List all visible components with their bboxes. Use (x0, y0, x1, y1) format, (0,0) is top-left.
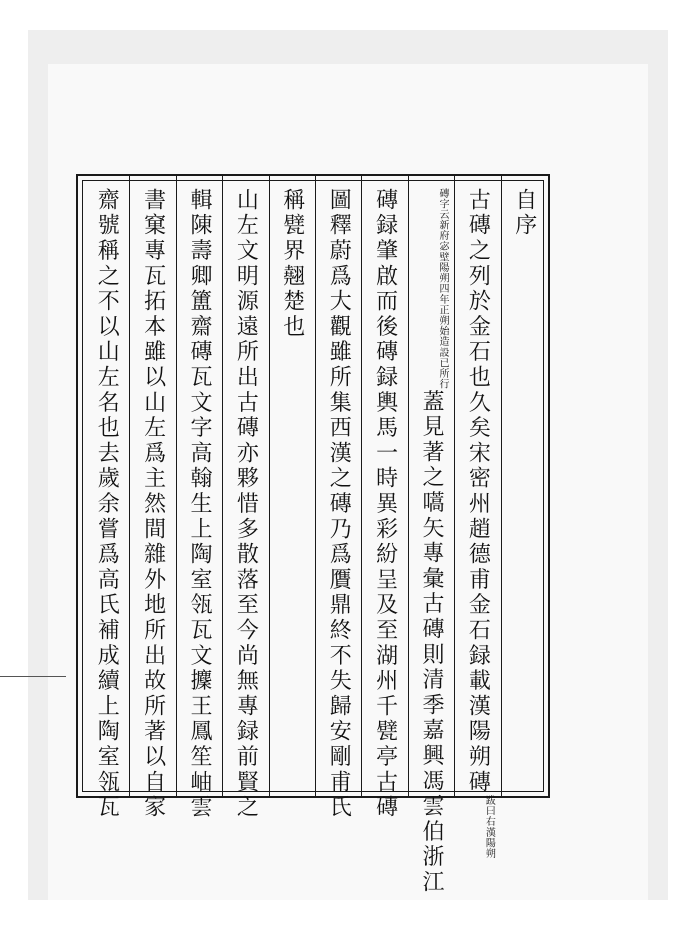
text-column-5 (275, 188, 309, 788)
text-column-7 (182, 188, 216, 821)
text-column-6 (228, 188, 262, 821)
text-column-1 (460, 188, 495, 859)
column-rule (269, 176, 270, 796)
column-text: 齋號稱之不以山左名也去歲余嘗爲高氏補成續上陶室瓴瓦 (94, 188, 120, 821)
column-text: 稱甓界翹楚也 (279, 188, 305, 340)
column-rule (408, 176, 409, 796)
text-column-8 (136, 188, 170, 821)
margin-mark (0, 676, 66, 677)
column-text: 圖釋蔚爲大觀雖所集西漢之磚乃爲贋鼎終不失歸安剛甫氏 (326, 188, 352, 821)
column-text: 輯陳壽卿簠齋磚瓦文字高翰生上陶室瓴瓦文攈王鳳笙岫雲 (187, 188, 212, 821)
column-text: 蓋見著之嚆矢專彙古磚則清季嘉興馮雲伯浙江 (419, 389, 444, 896)
annotation: 磚字云新府宓壁陽朔四年正朔始造設已所行 (437, 188, 448, 390)
column-rule (501, 176, 502, 796)
column-rule (454, 176, 455, 796)
column-rule (129, 176, 130, 796)
column-text: 書窠專瓦拓本雖以山左爲主然間雜外地所出故所著以自家 (140, 188, 166, 821)
column-rule (176, 176, 177, 796)
column-text: 磚録肇啟而後磚録輿馬一時異彩紛呈及至湖州千甓亭古磚 (372, 188, 398, 821)
column-rule (222, 176, 223, 796)
column-text: 古磚之列於金石也久矣宋密州趙德甫金石録載漢陽朔磚 (465, 188, 491, 796)
text-column-3 (368, 188, 402, 821)
text-column-4 (321, 188, 355, 821)
preface-title: 自序 (511, 188, 537, 238)
text-column-9 (89, 188, 123, 821)
column-rule (361, 176, 362, 796)
annotation: 跋曰右漢陽朔 (483, 795, 495, 859)
column-rule (315, 176, 316, 796)
text-column-2 (414, 188, 448, 896)
text-frame (76, 174, 550, 896)
column-text: 山左文明源遠所出古磚亦夥惜多散落至今尚無專録前賢之 (233, 188, 259, 821)
